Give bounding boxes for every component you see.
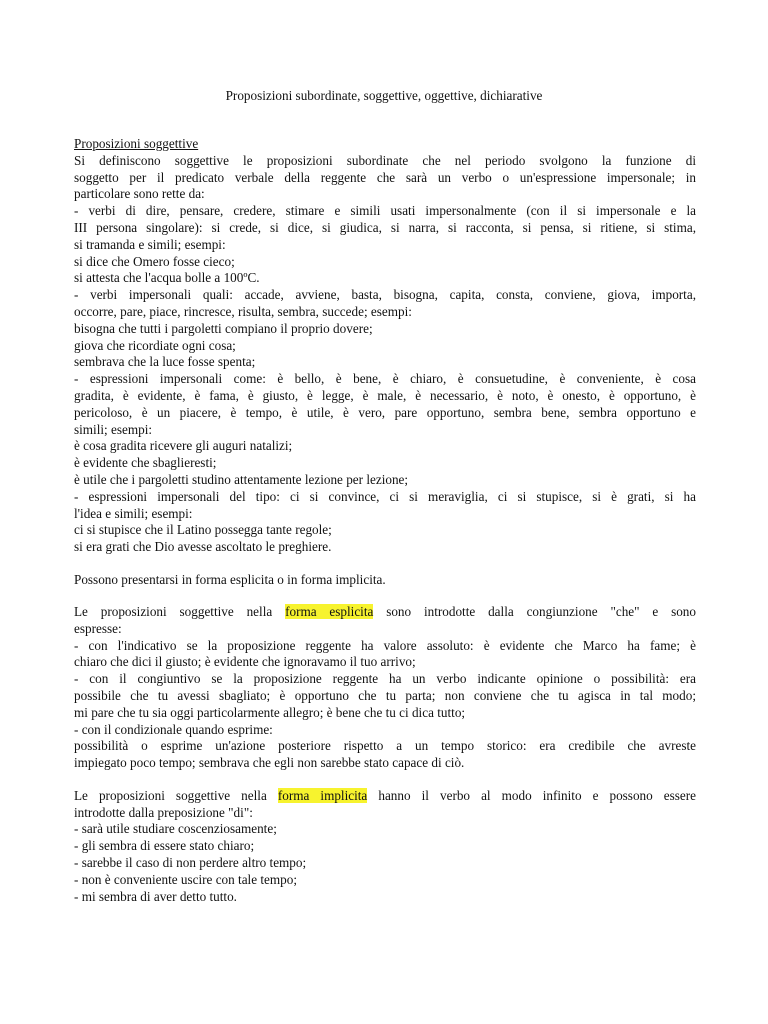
body-line: impiegato poco tempo; sembrava che egli non sarebbe stato capace di ciò.: [74, 755, 465, 771]
body-line: mi pare che tu sia oggi particolarmente allegro; è bene che tu ci dica tutto;: [74, 704, 466, 720]
body-line: [74, 604, 696, 621]
body-line: soggetto per il predicato verbale della reggente che sarà un verbo o un'espressione impersonale; in: [74, 169, 696, 185]
body-line: - verbi di dire, pensare, credere, stimare e simili usati impersonalmente (con il si impersonale e la: [74, 203, 696, 219]
example-line: - gli sembra di essere stato chiaro;: [74, 838, 255, 854]
example-line: è evidente che sbaglieresti;: [74, 455, 217, 471]
body-line: possibilità o esprime un'azione posteriore rispetto a un tempo storico: era credibile che avreste: [74, 738, 696, 754]
body-line: si tramanda e simili; esempi:: [74, 236, 226, 252]
text-run: Le proposizioni soggettive nella: [74, 604, 286, 620]
example-line: - non è conveniente uscire con tale tempo;: [74, 871, 298, 887]
document-title: Proposizioni subordinate, soggettive, oggettive, dichiarative: [225, 88, 543, 103]
body-line: - con il condizionale quando esprime:: [74, 721, 273, 737]
body-line: pericoloso, è un piacere, è tempo, è utile, è vero, pare opportuno, sembra bene, sembra opportuno e: [74, 404, 696, 420]
section-soggettive: [74, 153, 696, 556]
body-line: gradita, è evidente, è fama, è giusto, è legge, è male, è necessario, è noto, è onesto, è opportuno, è: [74, 387, 696, 403]
example-line: - sarà utile studiare coscenziosamente;: [74, 821, 277, 837]
document-body: [74, 136, 696, 905]
body-line: l'idea e simili; esempi:: [74, 505, 193, 521]
example-line: - sarebbe il caso di non perdere altro tempo;: [74, 854, 307, 870]
body-line: III persona singolare): si crede, si dice, si giudica, si narra, si racconta, si pensa, si ritiene, si stima,: [74, 219, 696, 235]
body-line: occorre, pare, piace, rincresce, risulta, sembra, succede; esempi:: [74, 303, 412, 319]
example-line: si dice che Omero fosse cieco;: [74, 253, 235, 269]
highlight-forma-implicita: forma implicita: [277, 787, 368, 803]
section-heading: Proposizioni soggettive: [74, 136, 199, 151]
section-forma-esplicita: [74, 604, 696, 772]
body-line: Si definiscono soggettive le proposizioni subordinate che nel periodo svolgono la funzione di: [74, 152, 696, 168]
body-line: - con l'indicativo se la proposizione reggente ha valore assoluto: è evidente che Marco ha fame; è: [74, 637, 696, 653]
example-line: - mi sembra di aver detto tutto.: [74, 888, 237, 904]
body-line: possibile che tu avessi sbagliato; è opportuno che tu parta; non conviene che tu agisca in tal modo;: [74, 688, 696, 704]
example-line: bisogna che tutti i pargoletti compiano il proprio dovere;: [74, 320, 373, 336]
example-line: sembrava che la luce fosse spenta;: [74, 354, 256, 370]
highlight-forma-esplicita: forma esplicita: [285, 604, 374, 620]
section-forma-implicita: [74, 788, 696, 906]
example-line: si attesta che l'acqua bolle a 100ºC.: [74, 270, 260, 286]
body-line: espresse:: [74, 620, 122, 636]
forms-intro: Possono presentarsi in forma esplicita o in forma implicita.: [74, 571, 386, 587]
text-run: Le proposizioni soggettive nella: [74, 787, 278, 803]
example-line: giova che ricordiate ogni cosa;: [74, 337, 236, 353]
example-line: è cosa gradita ricevere gli auguri natalizi;: [74, 438, 293, 454]
body-line: introdotte dalla preposizione "di":: [74, 804, 253, 820]
body-line: simili; esempi:: [74, 421, 153, 437]
body-line: particolare sono rette da:: [74, 186, 205, 202]
body-line: - espressioni impersonali come: è bello, è bene, è chiaro, è consuetudine, è conveniente, è cosa: [74, 371, 696, 387]
text-run: hanno il verbo al modo infinito e possono essere: [367, 787, 696, 803]
example-line: è utile che i pargoletti studino attentamente lezione per lezione;: [74, 471, 409, 487]
body-line: chiaro che dici il giusto; è evidente che ignoravamo il tuo arrivo;: [74, 654, 416, 670]
example-line: ci si stupisce che il Latino possegga tante regole;: [74, 522, 332, 538]
text-run: sono introdotte dalla congiunzione "che" e sono: [373, 604, 696, 620]
body-line: - espressioni impersonali del tipo: ci si convince, ci si meraviglia, ci si stupisce, si è grati, si ha: [74, 488, 696, 504]
body-line: - verbi impersonali quali: accade, avviene, basta, bisogna, capita, consta, conviene, giova, importa,: [74, 287, 696, 303]
body-line: - con il congiuntivo se la proposizione reggente ha un verbo indicante opinione o possibilità: era: [74, 671, 696, 687]
example-line: si era grati che Dio avesse ascoltato le preghiere.: [74, 539, 332, 555]
body-line: [74, 788, 696, 805]
